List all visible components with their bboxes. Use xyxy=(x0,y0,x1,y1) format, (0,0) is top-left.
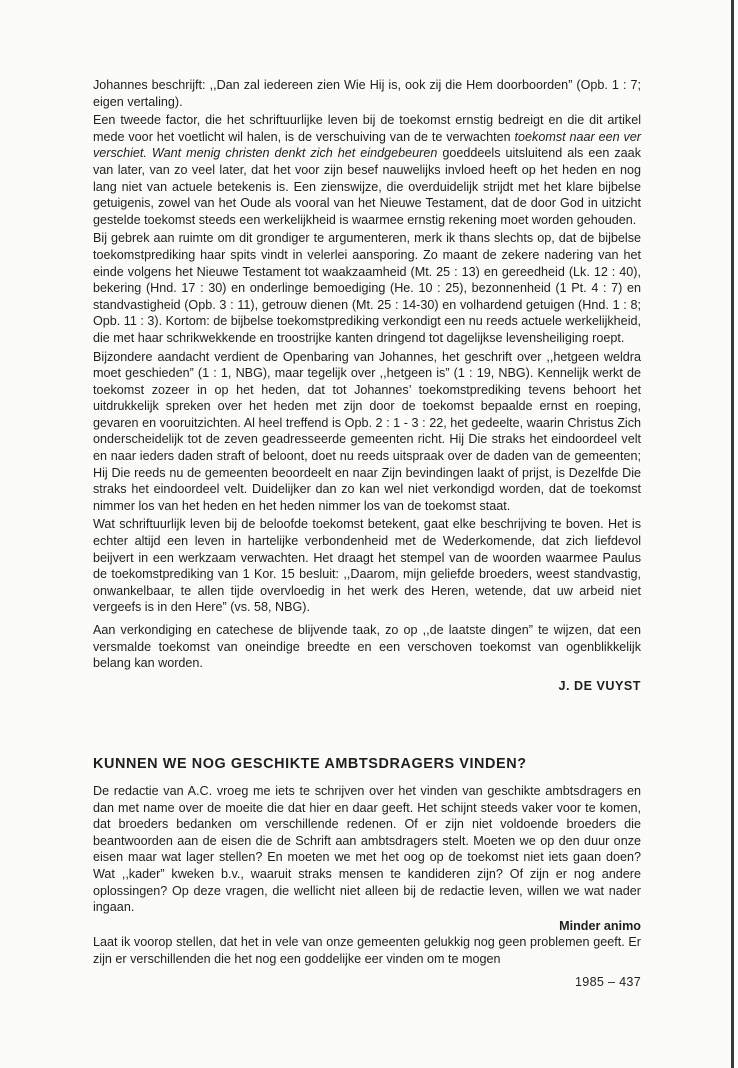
paragraph: Laat ik voorop stellen, dat het in vele van onze gemeenten gelukkig nog geen problemen geeft. Er zijn er verschillenden die het nog een goddelijke eer vinden om te mogen xyxy=(93,935,641,966)
article-title: KUNNEN WE NOG GESCHIKTE AMBTSDRAGERS VINDEN? xyxy=(93,756,527,773)
paragraph: Aan verkondiging en catechese de blijvende taak, zo op ,,de laatste dingen” te wijzen, dat een versmalde toekomst van oneindige breedte en een verschoven toekomst van ogenblikkelijk belang kan worden. xyxy=(93,623,641,671)
section-subheading: Minder animo xyxy=(559,918,641,933)
paragraph-italic-text: toekomst naar een ver verschiet. Want menig christen denkt zich het eindgebeuren xyxy=(93,129,641,161)
paragraph: Bijzondere aandacht verdient de Openbaring van Johannes, het geschrift over ,,hetgeen weldra moet geschieden” (1 : 1, NBG), maar tegelijk over ,,hetgeen is” (1 : 19, NBG). Kennelijk werkt de toekomst zozeer in op het heden, dat tot Johannes’ toekomstprediking tevens behoort het uitdrukkelijk spreken over het heden met zijn door de toekomst bepaalde ernst en roeping, gevaren en vooruitzichten. Al heel treffend is Opb. 2 : 1 - 3 : 22, het gedeelte, waarin Christus Zich onderscheidelijk tot de zeven geadresseerde gemeenten richt. Hij Die straks het eindoordeel velt en naar ieders daden straft of beloont, doet nu reeds uitspraak over de daden van de gemeenten; Hij Die reeds nu de gemeenten beoordeelt en naar Zijn bevindingen laakt of prijst, is Dezelfde Die straks het eindoordeel velt. Duidelijker dan zo kan wel niet verkondigd worden, dat de toekomst nimmer los van het heden en het heden nimmer los van de toekomst staat. xyxy=(93,349,641,513)
paragraph: Wat schriftuurlijk leven bij de beloofde toekomst betekent, gaat elke beschrijving te boven. Het is echter altijd een leven in hartelijke verbondenheid met de Wederkomende, dat zich liefdevol beijvert in een werkzaam verwachten. Het draagt het stempel van de woorden waarmee Paulus de toekomstprediking van 1 Kor. 15 besluit: ,,Daarom, mijn geliefde broeders, weest standvastig, onwankelbaar, te allen tijde overvloedig in het werk des Heren, wetende, dat uw arbeid niet vergeefs is in den Here” (vs. 58, NBG). xyxy=(93,517,641,615)
paragraph: De redactie van A.C. vroeg me iets te schrijven over het vinden van geschikte ambtsdragers en dan met name over de moeite die dat hier en daar geeft. Het schijnt steeds vaker voor te komen, dat broeders bedanken om verschillende redenen. Of er zijn niet voldoende broeders die beantwoorden aan de eisen die de Schrift aan ambtsdragers stelt. Moeten we op den duur onze eisen maar wat lager stellen? En moeten we met het oog op de toekomst niet iets gaan doen? Wat ,,kader” kweken b.v., waaruit straks mensen te kandideren zijn? Of zijn er nog andere oplossingen? Op deze vragen, die wellicht niet alleen bij de redactie leven, willen we wat nader ingaan. xyxy=(93,783,641,915)
paragraph-text: goeddeels uitsluitend als een zaak van later, van zo veel later, dat het voor zijn besef nauwelijks invloed heeft op het heden en nog lang niet van actuele betekenis is. Een zienswijze, die overduidelijk strijdt met het klare bijbelse getuigenis, zowel van het Oude als vooral van het Nieuwe Testament, dat de door God in uitzicht gestelde toekomst steeds een werkelijkheid is waarmee ernstig rekening moet worden gehouden. xyxy=(93,146,641,227)
page-number: 1985 – 437 xyxy=(574,974,641,989)
author-signature: J. DE VUYST xyxy=(558,678,641,693)
paragraph: Johannes beschrijft: ,,Dan zal iedereen zien Wie Hij is, ook zij die Hem doorboorden” (Opb. 1 : 7; eigen vertaling). xyxy=(93,78,641,109)
paragraph-text: Een tweede factor, die het schriftuurlijke leven bij de toekomst ernstig bedreigt en die dit artikel mede voor het voetlicht wil halen, is de verschuiving van de te verwachten xyxy=(93,113,641,144)
paragraph xyxy=(93,112,641,228)
text-column xyxy=(93,77,641,990)
paragraph: Bij gebrek aan ruimte om dit grondiger te argumenteren, merk ik thans slechts op, dat de bijbelse toekomstprediking haar spits vindt in velerlei aansporing. Zo maant de zekere nadering van het einde volgens het Nieuwe Testament tot waakzaamheid (Mt. 25 : 13) en gereedheid (Lk. 12 : 40), bekering (Hnd. 17 : 30) en onderlinge bemoediging (He. 10 : 25), bezonnenheid (1 Pt. 4 : 7) en standvastigheid (Opb. 3 : 11), getrouw dienen (Mt. 25 : 14-30) en volhardend getuigen (Hnd. 1 : 8; Opb. 11 : 3). Kortom: de bijbelse toekomstprediking verkondigt een nu reeds actuele werkelijkheid, die met haar schrikwekkende en troostrijke kanten dringend tot dagelijkse levensheiliging roept. xyxy=(93,231,641,345)
